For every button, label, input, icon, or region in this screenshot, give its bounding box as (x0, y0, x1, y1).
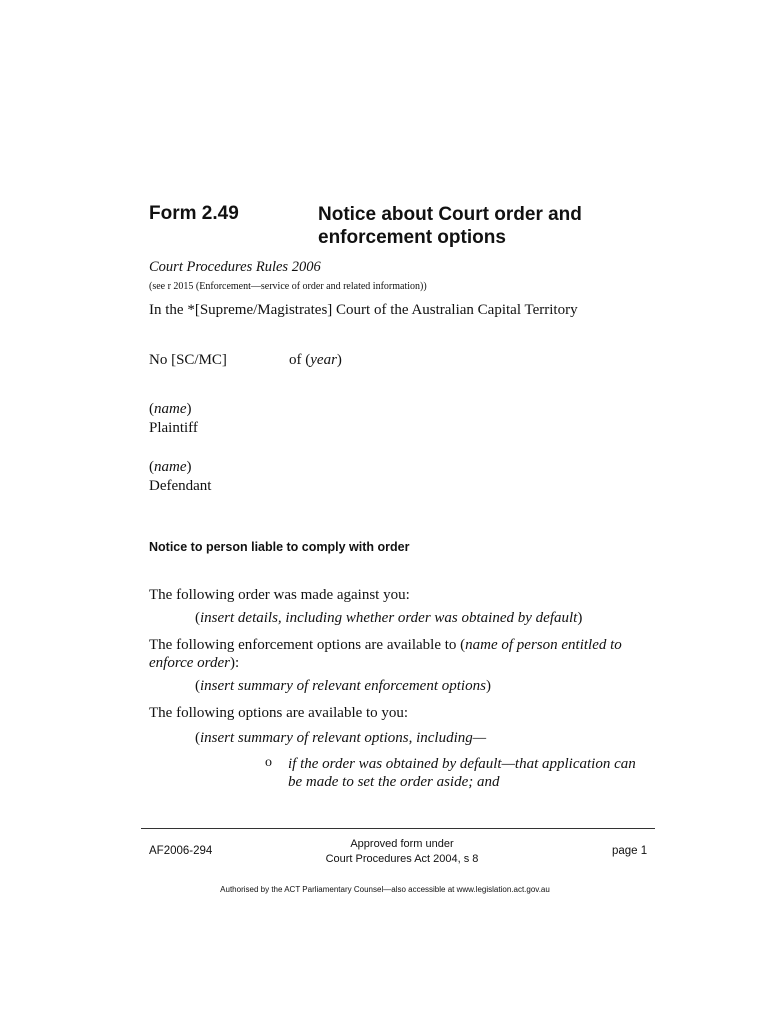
plaintiff-role: Plaintiff (149, 420, 198, 436)
court-line: In the *[Supreme/Magistrates] Court of the Australian Capital Territory (149, 302, 578, 318)
plaintiff-name-placeholder: name (154, 401, 187, 417)
form-number: Form 2.49 (149, 203, 239, 224)
page-number: page 1 (612, 845, 648, 857)
approved-form-note (298, 837, 506, 867)
options-paragraph: The following options are available to you: (149, 705, 409, 721)
rules-name: Court Procedures Rules 2006 (149, 259, 321, 275)
case-year (289, 352, 342, 369)
enforcement-summary-placeholder: (insert summary of relevant enforcement options) (195, 678, 491, 694)
enforcement-person-placeholder: name of person entitled to enforce order (149, 637, 622, 671)
defendant-name: (name) (149, 459, 192, 475)
see-reference: (see r 2015 (Enforcement—service of order and related information)) (149, 281, 427, 292)
enforcement-tail: ): (229, 655, 240, 671)
year-placeholder: year (310, 352, 337, 368)
order-made-paragraph: The following order was made against you: (149, 587, 410, 603)
defendant-role: Defendant (149, 478, 212, 494)
approved-line-1: Approved form under (350, 838, 454, 850)
enforcement-paragraph (149, 636, 649, 672)
case-number: No [SC/MC] (149, 352, 227, 368)
defendant-name-placeholder: name (154, 459, 187, 475)
bullet-text: if the order was obtained by default—that application can be made to set the order aside; and (288, 756, 636, 790)
order-details-placeholder: (insert details, including whether order was obtained by default) (195, 610, 583, 626)
enforcement-lead: The following enforcement options are available to ( (149, 637, 466, 653)
plaintiff-name: (name) (149, 401, 192, 417)
enforcement-summary-text: insert summary of relevant enforcement options (200, 678, 486, 694)
options-summary-text: insert summary of relevant options, including— (200, 730, 487, 746)
options-summary-placeholder: (insert summary of relevant options, including— (195, 730, 487, 746)
form-code: AF2006-294 (149, 845, 213, 857)
close-paren: ) (336, 352, 342, 368)
order-details-text: insert details, including whether order was obtained by default (200, 610, 578, 626)
bullet-marker: o (265, 755, 272, 770)
authorised-note: Authorised by the ACT Parliamentary Counsel—also accessible at www.legislation.act.gov.au (220, 885, 550, 894)
notice-heading: Notice to person liable to comply with order (149, 540, 410, 554)
footer-divider (141, 828, 655, 829)
of-label: of ( (289, 352, 311, 368)
approved-line-2: Court Procedures Act 2004, s 8 (325, 853, 479, 865)
form-title: Notice about Court order and enforcement options (318, 204, 582, 248)
plaintiff-block (149, 400, 198, 438)
defendant-block (149, 458, 211, 496)
